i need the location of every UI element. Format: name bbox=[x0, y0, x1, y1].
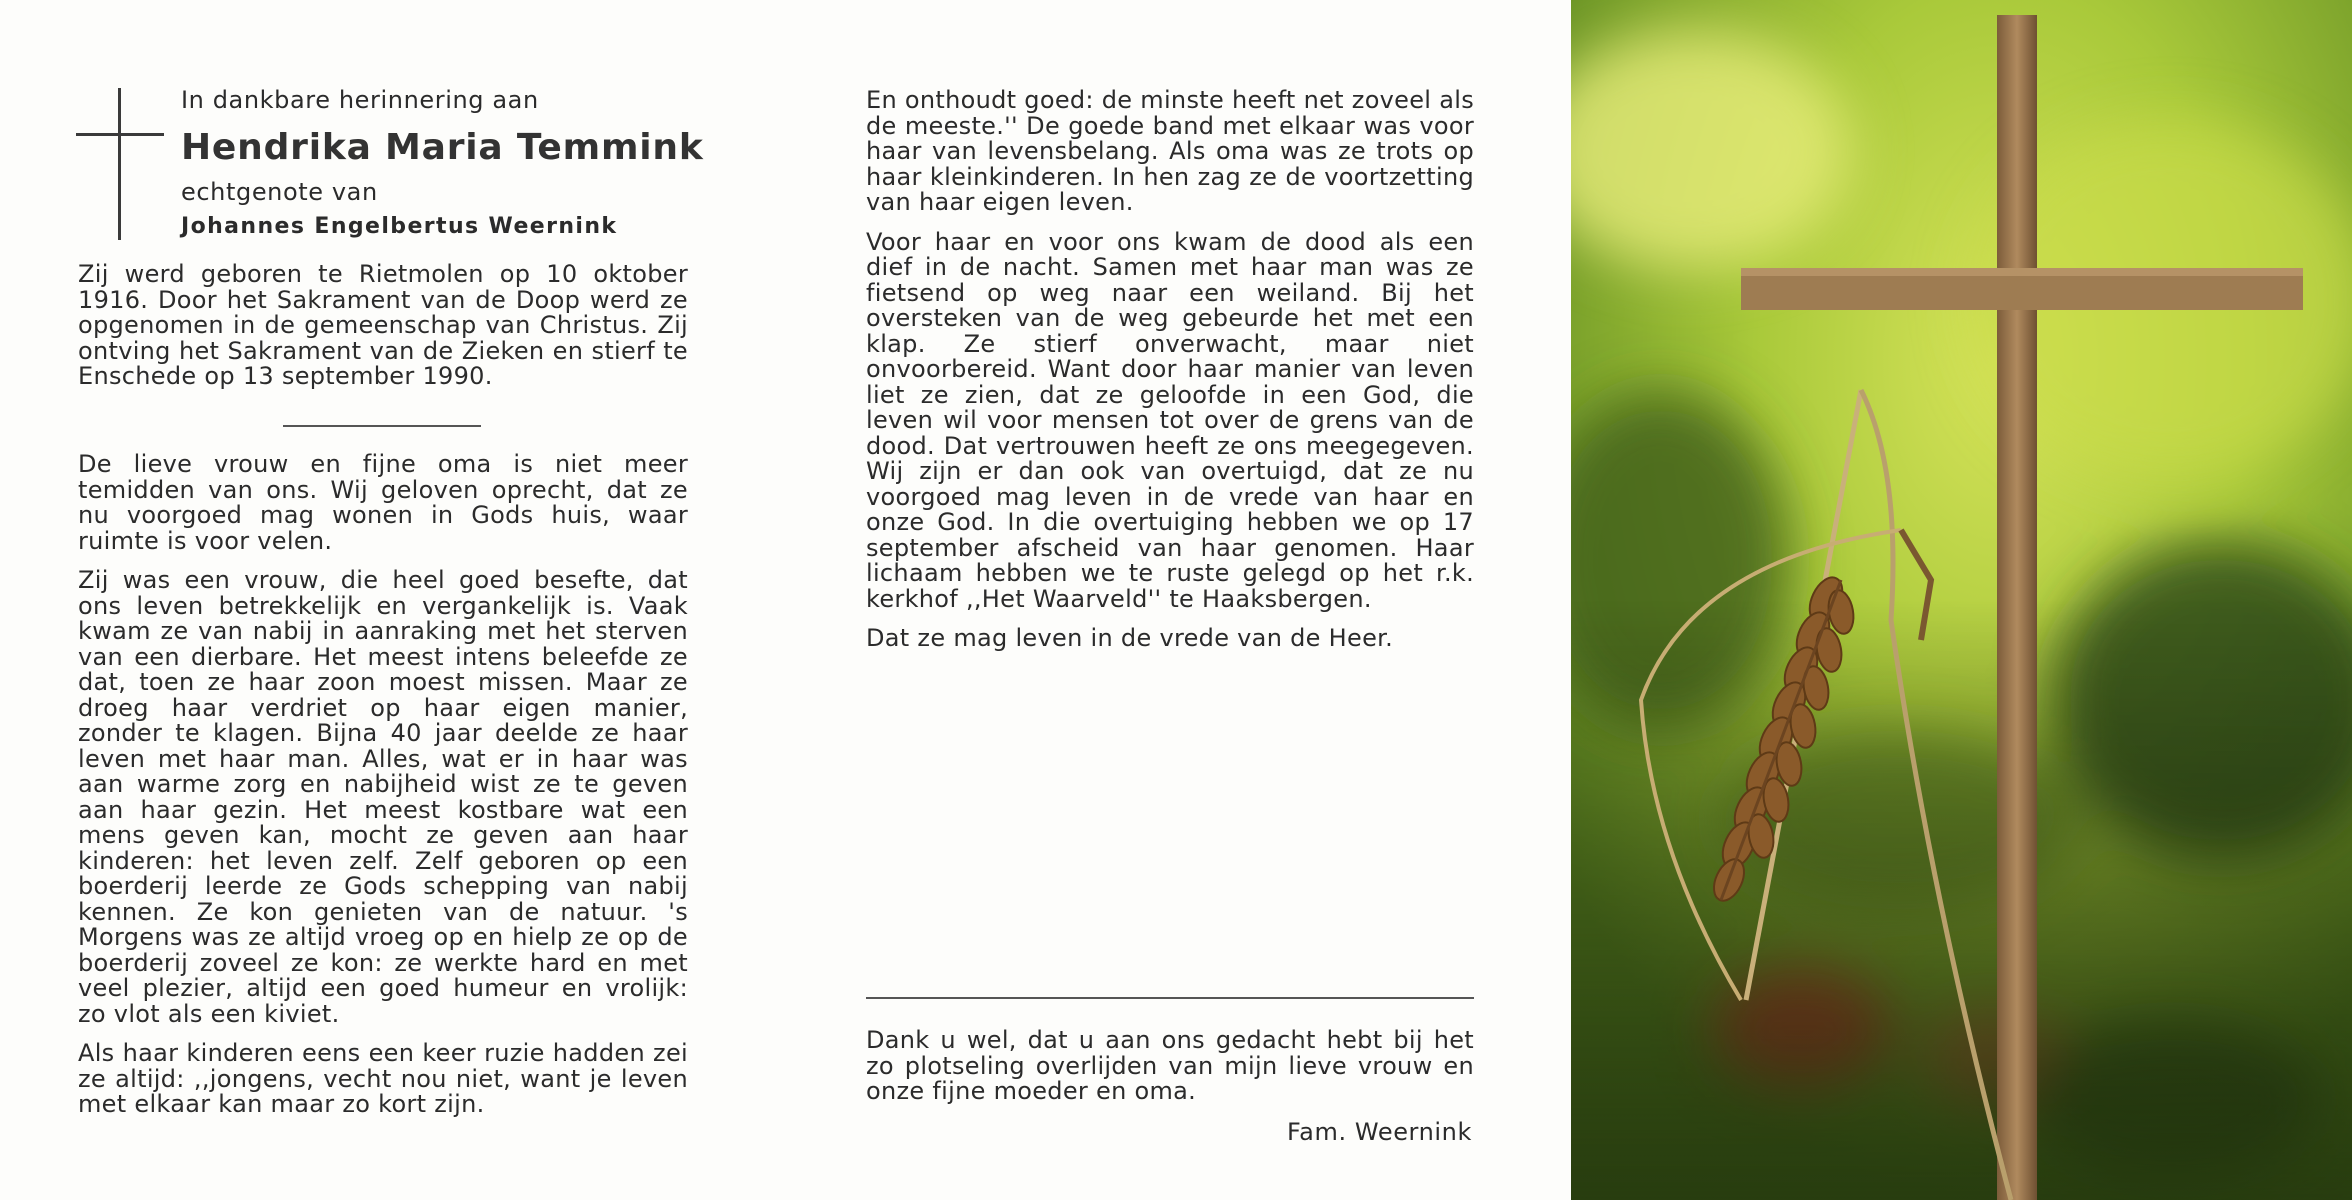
cross-icon-horizontal bbox=[76, 133, 164, 136]
text-column-middle bbox=[866, 88, 1474, 666]
thanks-text: Dank u wel, dat u aan ons gedacht hebt bij het zo plotseling overlijden van mijn lieve vrouw en onze fijne moeder en oma. bbox=[866, 1026, 1474, 1105]
paragraph: Zij was een vrouw, die heel goed besefte, dat ons leven betrekkelijk en vergankelijk is. Vaak kwam ze van nabij in aanraking met het sterven van een dierbare. Het meest intens beleefde ze dat, toen ze haar zoon moest missen. Maar ze droeg haar verdriet op haar eigen manier, zonder te klagen. Bijna 40 jaar deelde ze haar leven met haar man. Alles, wat er in haar was aan warme zorg en nabijheid wist ze te geven aan haar gezin. Het meest kostbare wat een mens geven kan, mocht ze geven aan haar kinderen: het leven zelf. Zelf geboren op een boerderij leerde ze Gods schepping van nabij kennen. Ze kon genieten van de natuur. 's Morgens was ze altijd vroeg op en hielp ze op de boerderij zoveel ze kon: ze werkte hard en met veel plezier, altijd een goed humeur en vrolijk: zo vlot als een kiviet. bbox=[78, 566, 688, 1028]
intro-text: In dankbare herinnering aan bbox=[181, 86, 539, 114]
text-column-left-body bbox=[78, 452, 688, 1132]
paragraph: Dat ze mag leven in de vrede van de Heer. bbox=[866, 624, 1394, 652]
cross-icon-vertical bbox=[118, 88, 121, 240]
paragraph: En onthoudt goed: de minste heeft net zoveel als de meeste.'' De goede band met elkaar was voor haar van levensbelang. Als oma was ze trots op haar kleinkinderen. In hen zag ze de voortzetting van haar eigen leven. bbox=[866, 86, 1474, 216]
signature: Fam. Weernink bbox=[1286, 1118, 1472, 1146]
spouse-intro-text: echtgenote van bbox=[181, 178, 378, 206]
paragraph-birth-death: Zij werd geboren te Rietmolen op 10 oktober 1916. Door het Sakrament van de Doop werd ze opgenomen in de gemeenschap van Christus. Zij ontving het Sakrament van de Zieken en stierf te Enschede op 13 september 1990. bbox=[78, 260, 688, 390]
deceased-name: Hendrika Maria Temmink bbox=[181, 127, 704, 168]
divider-short bbox=[283, 425, 481, 427]
memorial-photo bbox=[1571, 0, 2352, 1200]
paragraph: Als haar kinderen eens een keer ruzie hadden zei ze altijd: ,,jongens, vecht nou niet, want je leven met elkaar kan maar zo kort zijn. bbox=[78, 1039, 688, 1118]
paragraph: Voor haar en voor ons kwam de dood als een dief in de nacht. Samen met haar man was ze fietsend op weg naar een weiland. Bij het oversteken van de weg gebeurde het met een klap. Ze stierf onverwacht, maar niet onvoorbereid. Want door haar manier van leven liet ze zien, dat ze geloofde in een God, die leven wil voor mensen tot over de grens van de dood. Dat vertrouwen heeft ze ons meegegeven. Wij zijn er dan ook van overtuigd, dat ze nu voorgoed mag leven in de vrede van haar en onze God. In die overtuiging hebben we op 17 september afscheid van haar genomen. Haar lichaam hebben we te ruste gelegd op het r.k. kerkhof ,,Het Waarveld'' te Haaksbergen. bbox=[866, 227, 1474, 613]
paragraph: De lieve vrouw en fijne oma is niet meer temidden van ons. Wij geloven oprecht, dat ze nu voorgoed mag wonen in Gods huis, waar ruimte is voor velen. bbox=[78, 450, 688, 555]
text-column-left bbox=[78, 262, 688, 404]
spouse-name: Johannes Engelbertus Weernink bbox=[181, 214, 618, 239]
wooden-cross-and-wheat-ear-icon bbox=[1571, 0, 2352, 1200]
divider-long bbox=[866, 997, 1474, 999]
